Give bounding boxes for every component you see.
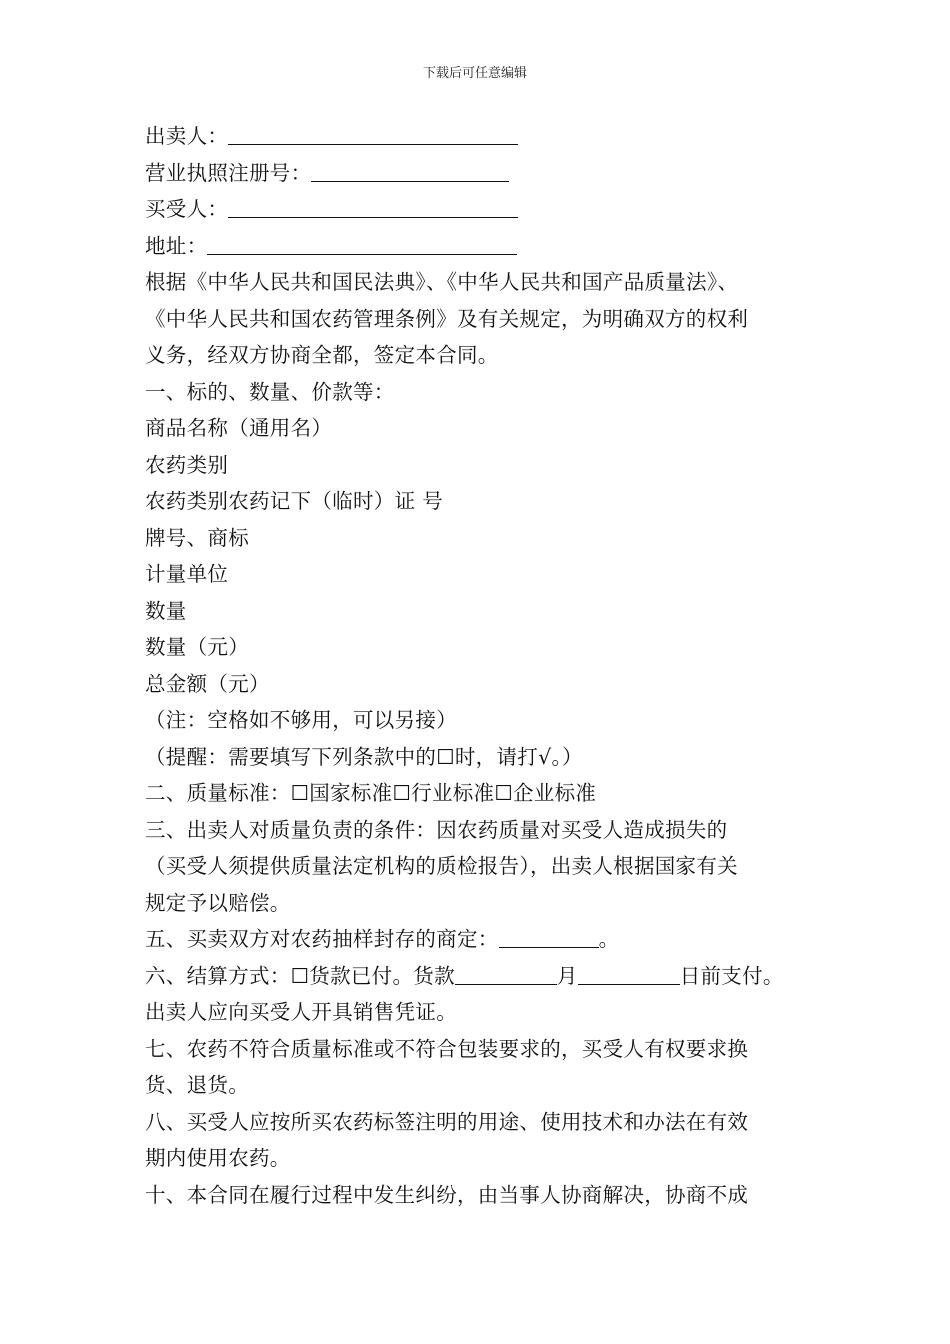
section-6-line-1	[145, 958, 825, 995]
section-3-line-1: 三、出卖人对质量负责的条件：因农药质量对买受人造成损失的	[145, 817, 728, 842]
section-1-note: （注：空格如不够用，可以另接）	[145, 708, 457, 732]
field-quantity-yuan: 数量（元）	[145, 635, 249, 659]
sampling-agreement-blank[interactable]	[499, 925, 599, 948]
section-3-line-3: 规定予以赔偿。	[145, 890, 291, 915]
field-unit: 计量单位	[145, 562, 229, 586]
buyer-blank[interactable]	[228, 195, 518, 218]
field-product-name: 商品名称（通用名）	[145, 416, 333, 440]
buyer-label: 买受人：	[145, 197, 229, 221]
section-5-line	[145, 921, 825, 958]
section-10-line-1: 十、本合同在履行过程中发生纠纷，由当事人协商解决，协商不成	[145, 1182, 749, 1207]
license-line	[145, 155, 825, 192]
page-header-note: 下载后可任意编辑	[422, 66, 527, 81]
field-pesticide-category: 农药类别	[145, 452, 229, 477]
section-3-line-2: （买受人须提供质量法定机构的质检报告），出卖人根据国家有关	[145, 854, 738, 878]
field-quantity: 数量	[145, 598, 187, 623]
payment-day-blank[interactable]	[578, 962, 680, 985]
payment-month-blank[interactable]	[455, 962, 557, 985]
license-label: 营业执照注册号：	[145, 160, 312, 185]
section-7-line-2: 货、退货。	[145, 1073, 249, 1097]
section-8-line-1: 八、买受人应按所买农药标签注明的用途、使用技术和办法在有效	[145, 1109, 749, 1134]
field-brand-trademark: 牌号、商标	[145, 525, 249, 550]
section-6-text: 六、结算方式：☐货款已付。货款	[145, 963, 455, 988]
field-registration-cert: 农药类别农药记下（临时）证 号	[145, 489, 444, 513]
buyer-line	[145, 191, 825, 228]
section-6-day: 日前支付。	[679, 963, 784, 988]
section-5-end: 。	[598, 927, 620, 951]
preamble-line-1: 根据《中华人民共和国民法典》、《中华人民共和国产品质量法》、	[145, 270, 739, 294]
section-6-line-2: 出卖人应向买受人开具销售凭证。	[145, 1000, 457, 1024]
checkbox-reminder: （提醒：需要填写下列条款中的☐时，请打√。）	[145, 744, 583, 769]
preamble-line-3: 义务，经双方协商全都，签定本合同。	[145, 343, 499, 367]
section-5-text: 五、买卖双方对农药抽样封存的商定：	[145, 927, 499, 951]
section-8-line-2: 期内使用农药。	[145, 1146, 291, 1170]
contract-body	[145, 118, 825, 1213]
section-1-title: 一、标的、数量、价款等：	[145, 379, 395, 404]
address-line	[145, 228, 825, 265]
section-6-month: 月	[556, 963, 578, 988]
section-2-quality-standard: 二、质量标准：☐国家标准☐行业标准☐企业标准	[145, 781, 597, 805]
seller-line	[145, 118, 825, 155]
section-7-line-1: 七、农药不符合质量标准或不符合包装要求的，买受人有权要求换	[145, 1036, 749, 1061]
address-label: 地址：	[145, 233, 208, 258]
license-blank[interactable]	[311, 159, 509, 182]
seller-blank[interactable]	[228, 122, 518, 145]
address-blank[interactable]	[207, 232, 517, 255]
seller-label: 出卖人：	[145, 124, 229, 148]
preamble-line-2: 《中华人民共和国农药管理条例》及有关规定，为明确双方的权利	[145, 306, 749, 331]
field-total-amount: 总金额（元）	[145, 671, 270, 696]
